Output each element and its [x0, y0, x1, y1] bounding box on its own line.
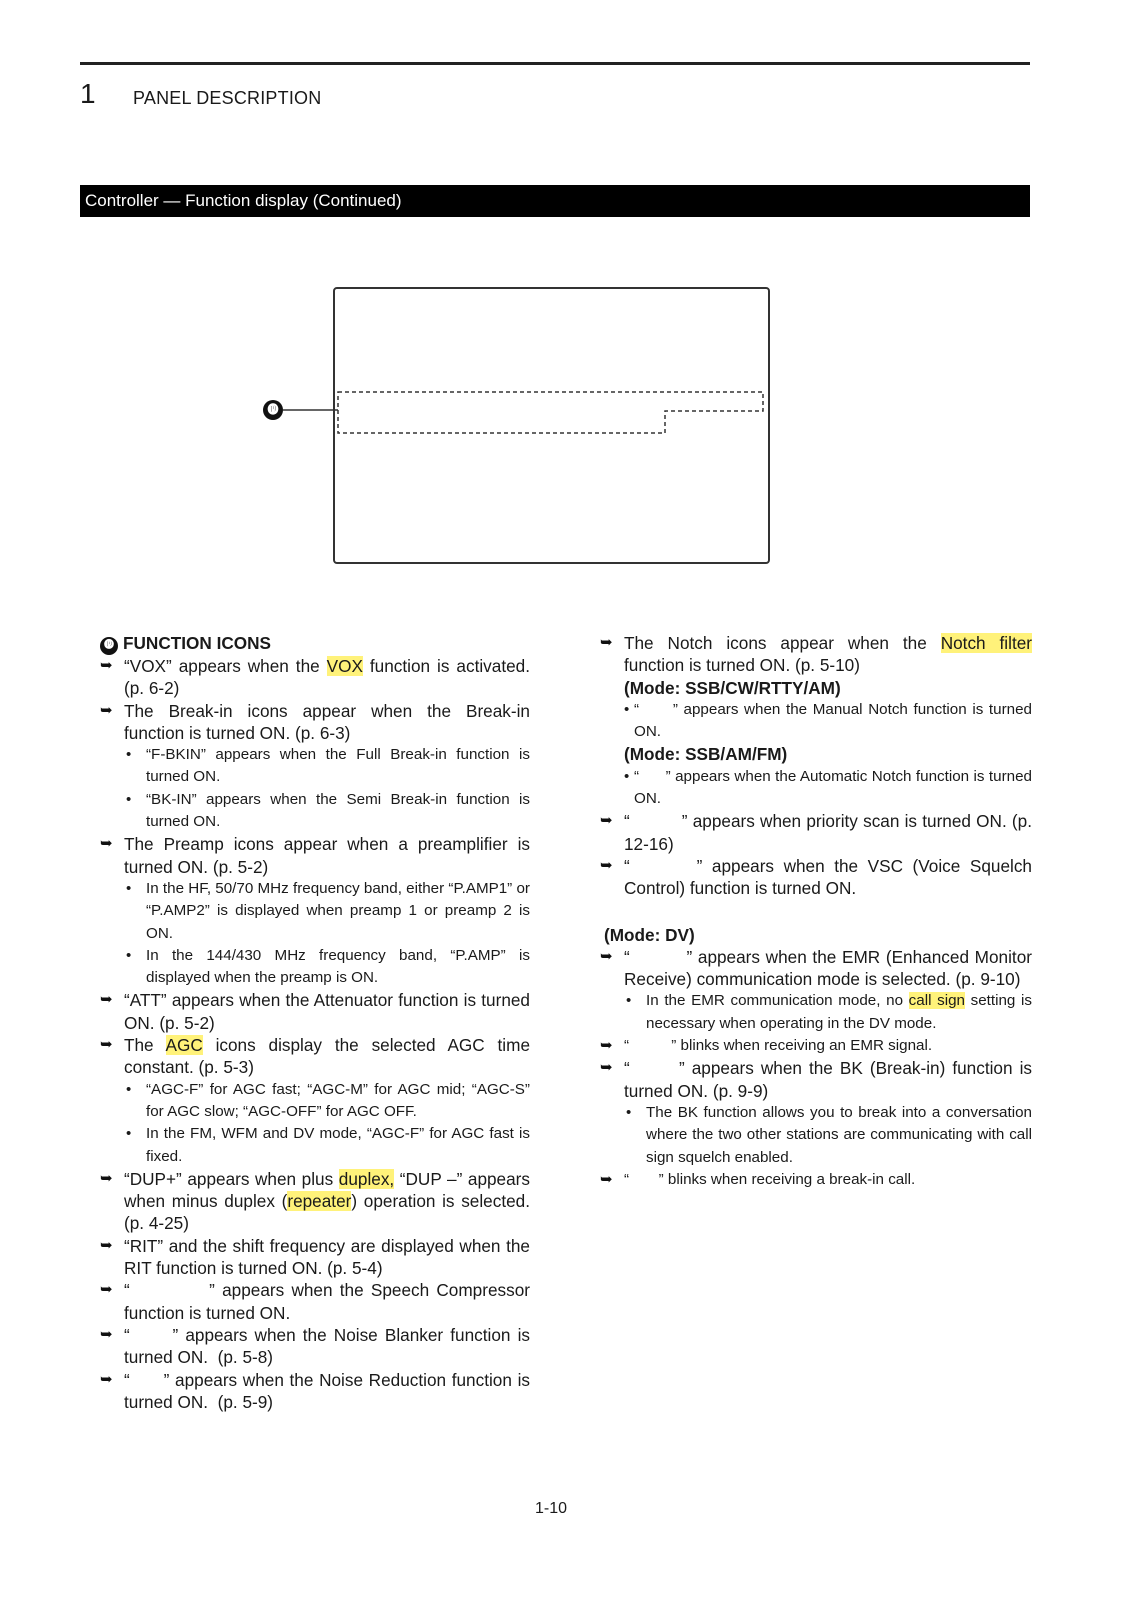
list-item-dup: ➥ “DUP+” appears when plus duplex, “DUP –” appears when minus duplex (repeater) operation is selected. (p. 4-25): [100, 1168, 530, 1234]
dot-bullet-icon: •: [126, 879, 132, 897]
dot-bullet-icon: •: [626, 992, 632, 1010]
dot-bullet-icon: •: [624, 700, 630, 718]
list-item-priority: ➥ “ ” appears when priority scan is turned ON. (p. 12-16): [600, 811, 1037, 854]
list-item-breakin: ➥ The Break-in icons appear when the Break-in function is turned ON. (p. 6-3): [100, 700, 530, 743]
arrow-bullet-icon: ➥: [600, 947, 613, 965]
section-title: Controller — Function display (Continued): [85, 191, 402, 210]
chapter-title: PANEL DESCRIPTION: [133, 88, 322, 108]
dot-bullet-icon: •: [626, 1103, 632, 1121]
arrow-bullet-icon: ➥: [100, 1169, 113, 1187]
chapter-number: 1: [80, 78, 96, 109]
arrow-bullet-icon: ➥: [600, 1059, 613, 1077]
list-item-vsc: ➥ “ ” appears when the VSC (Voice Squelch Control) function is turned ON.: [600, 855, 1037, 899]
list-item-emr-blink: ➥ “ ” blinks when receiving an EMR signal.: [600, 1035, 1032, 1057]
arrow-bullet-icon: ➥: [100, 1370, 113, 1388]
list-item-comp: ➥ “ ” appears when the Speech Compressor function is turned ON.: [100, 1280, 535, 1323]
arrow-bullet-icon: ➥: [600, 1170, 613, 1188]
sub-item-auto-notch: • “ ” appears when the Automatic Notch function is turned ON.: [624, 767, 1037, 808]
arrow-bullet-icon: ➥: [100, 835, 113, 853]
list-item-bk-blink: ➥ “ ” blinks when receiving a break-in call.: [600, 1169, 1032, 1191]
page-number: 1-10: [535, 1500, 568, 1517]
sub-item-manual-notch: • “ ” appears when the Manual Notch function is turned ON.: [624, 700, 1037, 741]
dot-bullet-icon: •: [126, 1125, 132, 1143]
arrow-bullet-icon: ➥: [100, 1236, 113, 1254]
mode-label-dv: (Mode: DV): [604, 924, 695, 945]
list-item-notch: ➥ The Notch icons appear when the Notch filter function is turned ON. (p. 5-10): [600, 633, 1032, 676]
sub-item-fbkin: • “F-BKIN” appears when the Full Break-in function is turned ON.: [126, 746, 530, 786]
arrow-bullet-icon: ➥: [600, 634, 613, 651]
list-item-emr: ➥ “ ” appears when the EMR (Enhanced Monitor Receive) communication mode is selected. (p. 9-10): [600, 946, 1037, 990]
arrow-bullet-icon: ➥: [100, 1036, 113, 1054]
arrow-bullet-icon: ➥: [100, 701, 113, 719]
list-item-agc: ➥ The AGC icons display the selected AGC time constant. (p. 5-3): [100, 1035, 530, 1078]
arrow-bullet-icon: ➥: [100, 991, 113, 1009]
list-item-nr: ➥ “ ” appears when the Noise Reduction function is turned ON. (p. 5-9): [100, 1369, 535, 1412]
right-column: [600, 632, 1037, 1191]
arrow-bullet-icon: ➥: [600, 812, 613, 830]
function-icons-heading: ⓳ FUNCTION ICONS: [100, 632, 530, 655]
function-icons-area-diagram: [0, 0, 1131, 600]
arrow-bullet-icon: ➥: [100, 1325, 113, 1343]
dot-bullet-icon: •: [126, 946, 132, 964]
list-item-vox: ➥ “VOX” appears when the VOX function is activated. (p. 6-2): [100, 656, 530, 699]
sub-item-preamp-vhf: • In the 144/430 MHz frequency band, “P.AMP” is displayed when the preamp is ON.: [126, 946, 530, 987]
sub-item-emr-callsign: • In the EMR communication mode, no call sign setting is necessary when operating in the DV mode.: [626, 992, 1032, 1032]
dot-bullet-icon: •: [126, 1080, 132, 1098]
callout-number-inline: ⓳: [100, 637, 118, 655]
arrow-bullet-icon: ➥: [100, 657, 113, 674]
mode-label-ssb-am-fm: (Mode: SSB/AM/FM): [624, 744, 788, 765]
sub-item-agc-fixed: • In the FM, WFM and DV mode, “AGC-F” for AGC fast is fixed.: [126, 1125, 530, 1165]
list-item-att: ➥ “ATT” appears when the Attenuator function is turned ON. (p. 5-2): [100, 990, 530, 1033]
dot-bullet-icon: •: [126, 790, 132, 808]
list-item-bk: ➥ “ ” appears when the BK (Break-in) function is turned ON. (p. 9-9): [600, 1058, 1037, 1101]
sub-item-bkin: • “BK-IN” appears when the Semi Break-in function is turned ON.: [126, 790, 530, 831]
list-item-rit: ➥ “RIT” and the shift frequency are displayed when the RIT function is turned ON. (p. 5-4): [100, 1235, 530, 1279]
sub-item-agc-speeds: • “AGC-F” for AGC fast; “AGC-M” for AGC mid; “AGC-S” for AGC slow; “AGC-OFF” for AGC OFF.: [126, 1080, 530, 1120]
sub-item-preamp-hf: • In the HF, 50/70 MHz frequency band, either “P.AMP1” or “P.AMP2” is displayed when preamp 1 or preamp 2 is ON.: [126, 879, 530, 942]
arrow-bullet-icon: ➥: [100, 1281, 113, 1299]
mode-label-ssb-cw-rtty-am: (Mode: SSB/CW/RTTY/AM): [624, 677, 841, 698]
list-item-preamp: ➥ The Preamp icons appear when a preamplifier is turned ON. (p. 5-2): [100, 834, 530, 877]
dot-bullet-icon: •: [126, 746, 132, 764]
arrow-bullet-icon: ➥: [600, 856, 613, 874]
callout-number-badge: ⓳: [263, 400, 283, 420]
list-item-nb: ➥ “ ” appears when the Noise Blanker function is turned ON. (p. 5-8): [100, 1324, 535, 1368]
left-column: [100, 632, 535, 1413]
function-icons-area-outline: [338, 392, 763, 433]
arrow-bullet-icon: ➥: [600, 1037, 613, 1055]
dot-bullet-icon: •: [624, 767, 630, 785]
sub-item-bk-explain: • The BK function allows you to break into a conversation where the two other stations are communicating with call sign squelch enabled.: [626, 1103, 1032, 1166]
